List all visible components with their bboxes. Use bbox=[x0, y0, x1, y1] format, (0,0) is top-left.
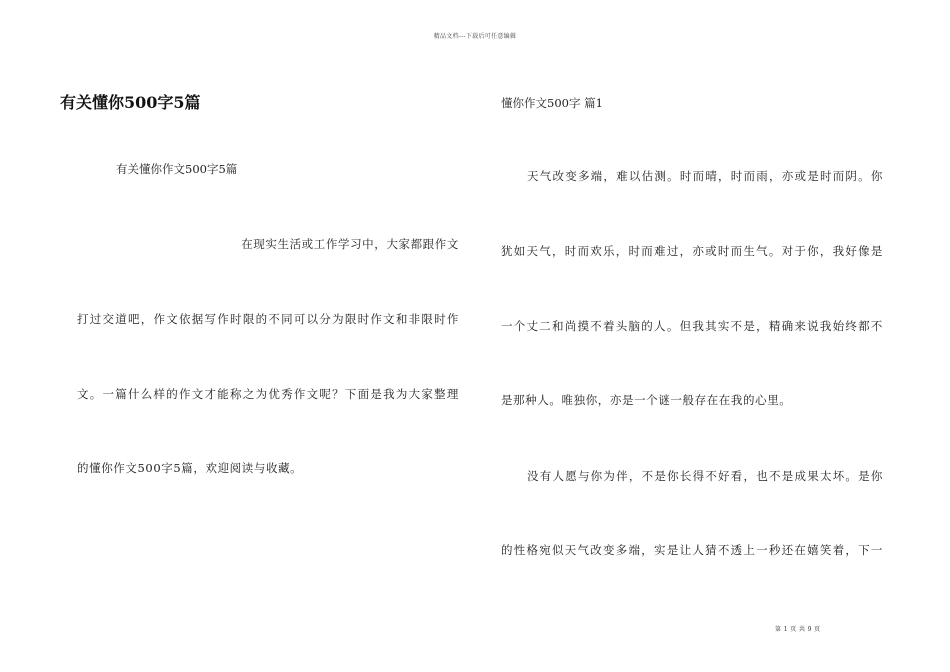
paragraph-line: 一个丈二和尚摸不着头脑的人。但我其实不是，精确来说我始终都不 bbox=[501, 319, 883, 333]
section-heading: 懂你作文500字 篇1 bbox=[501, 96, 603, 110]
paragraph-line: 天气改变多端，难以估测。时而晴，时而雨，亦或是时而阴。你 bbox=[527, 169, 883, 183]
document-title: 有关懂你500字5篇 bbox=[60, 93, 201, 112]
document-subtitle: 有关懂你作文500字5篇 bbox=[116, 162, 238, 176]
paragraph-line: 打过交道吧，作文依据写作时限的不同可以分为限时作文和非限时作 bbox=[77, 312, 459, 326]
paragraph-line: 的懂你作文500字5篇，欢迎阅读与收藏。 bbox=[77, 461, 303, 475]
paragraph-line: 文。一篇什么样的作文才能称之为优秀作文呢？下面是我为大家整理 bbox=[77, 387, 459, 401]
page-header: 精品文档---下载后可任意编辑 bbox=[433, 33, 517, 40]
paragraph-line: 没有人愿与你为伴，不是你长得不好看，也不是成果太坏。是你 bbox=[527, 469, 883, 483]
paragraph-line: 是那种人。唯独你，亦是一个谜一般存在在我的心里。 bbox=[501, 393, 792, 407]
paragraph-line: 的性格宛似天气改变多端，实是让人猜不透上一秒还在嬉笑着，下一 bbox=[501, 543, 883, 557]
paragraph-line: 在现实生活或工作学习中，大家都跟作文 bbox=[241, 237, 459, 251]
paragraph-line: 犹如天气，时而欢乐，时而难过，亦或时而生气。对于你，我好像是 bbox=[501, 244, 883, 258]
page-number: 第 1 页 共 9 页 bbox=[775, 626, 821, 633]
